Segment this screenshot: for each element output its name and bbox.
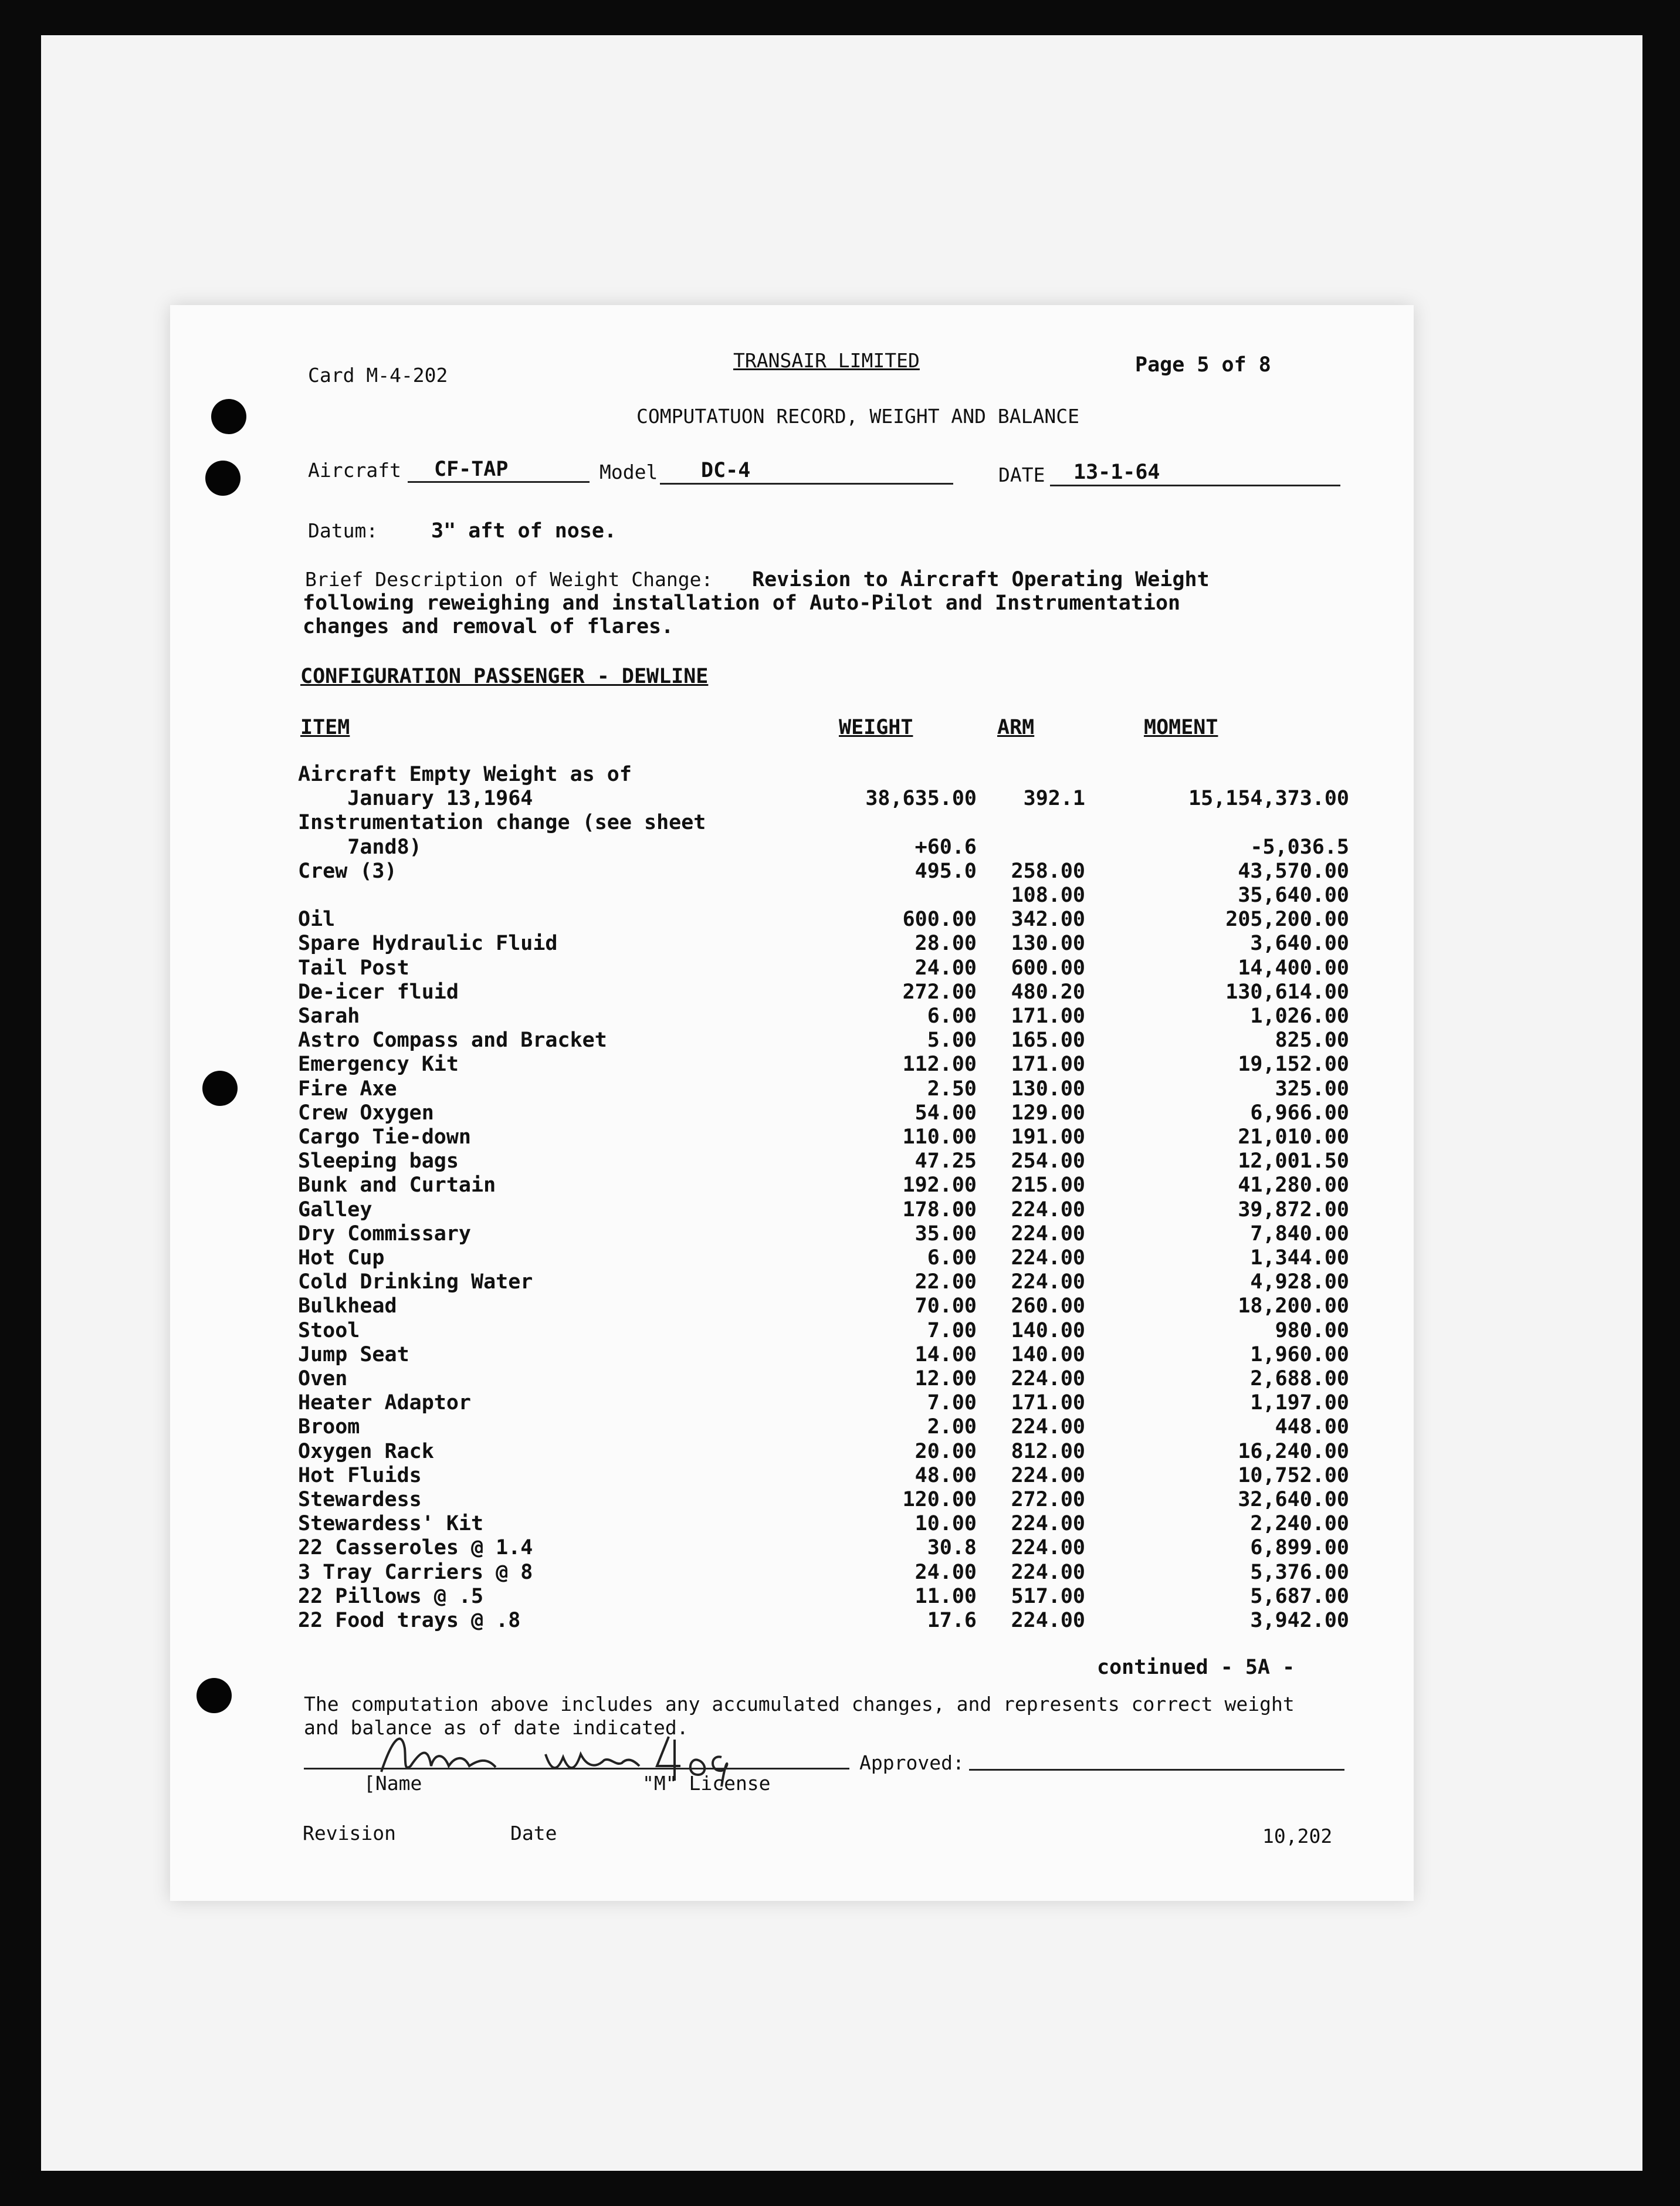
- table-cell-moment: 980.00: [1275, 1319, 1349, 1342]
- continued-note: continued - 5A -: [1097, 1656, 1295, 1679]
- table-cell-moment: 21,010.00: [1238, 1125, 1349, 1149]
- approved-line: [969, 1769, 1344, 1771]
- table-cell-arm: 224.00: [1011, 1222, 1085, 1246]
- table-cell-arm: 224.00: [1011, 1536, 1085, 1559]
- table-cell-arm: 224.00: [1011, 1198, 1085, 1222]
- model-label: Model: [599, 461, 658, 483]
- card-number: Card M-4-202: [308, 364, 448, 387]
- table-cell-moment: 32,640.00: [1238, 1488, 1349, 1511]
- table-cell-weight: 178.00: [902, 1198, 977, 1222]
- table-cell-moment: 10,752.00: [1238, 1464, 1349, 1487]
- table-cell-weight: 10.00: [914, 1512, 977, 1535]
- header-item: ITEM: [300, 716, 350, 739]
- table-cell-moment: 825.00: [1275, 1028, 1349, 1052]
- table-cell-weight: 120.00: [902, 1488, 977, 1511]
- table-cell-item: Instrumentation change (see sheet: [298, 811, 706, 834]
- datum-value: 3" aft of nose.: [431, 519, 617, 543]
- table-cell-moment: 1,026.00: [1250, 1004, 1349, 1028]
- table-cell-weight: 24.00: [914, 956, 977, 980]
- table-cell-moment: 35,640.00: [1238, 884, 1349, 907]
- license-label: "M" License: [642, 1772, 771, 1795]
- table-cell-weight: 7.00: [927, 1391, 977, 1415]
- model-underline: [660, 483, 953, 485]
- table-cell-arm: 224.00: [1011, 1512, 1085, 1535]
- table-cell-item: De-icer fluid: [298, 980, 459, 1004]
- table-cell-item: Dry Commissary: [298, 1222, 472, 1246]
- table-cell-weight: 20.00: [914, 1440, 977, 1463]
- binder-hole: [205, 461, 241, 496]
- table-cell-item: Fire Axe: [298, 1077, 397, 1101]
- configuration-heading: CONFIGURATION PASSENGER - DEWLINE: [300, 665, 709, 688]
- table-cell-moment: 19,152.00: [1238, 1053, 1349, 1076]
- table-cell-item: Hot Cup: [298, 1246, 385, 1270]
- aircraft-label: Aircraft: [308, 459, 401, 482]
- table-cell-arm: 171.00: [1011, 1391, 1085, 1415]
- header-moment: MOMENT: [1144, 716, 1218, 739]
- table-cell-moment: 18,200.00: [1238, 1294, 1349, 1318]
- table-cell-item: Oil: [298, 908, 336, 931]
- table-cell-moment: 15,154,373.00: [1188, 787, 1349, 810]
- table-cell-item: Cold Drinking Water: [298, 1270, 533, 1294]
- table-cell-weight: 38,635.00: [865, 787, 977, 810]
- table-cell-arm: 224.00: [1011, 1464, 1085, 1487]
- date-label: DATE: [998, 463, 1045, 486]
- table-cell-weight: 12.00: [914, 1367, 977, 1390]
- table-cell-arm: 254.00: [1011, 1149, 1085, 1173]
- table-cell-moment: 6,966.00: [1250, 1101, 1349, 1125]
- document-page: [170, 305, 1414, 1901]
- table-cell-weight: 2.00: [927, 1415, 977, 1439]
- statement-line-1: The computation above includes any accumulated changes, and represents correct weight: [304, 1693, 1295, 1716]
- table-cell-moment: 3,942.00: [1250, 1609, 1349, 1632]
- table-cell-item: Bulkhead: [298, 1294, 397, 1318]
- table-cell-arm: 260.00: [1011, 1294, 1085, 1318]
- table-cell-arm: 517.00: [1011, 1585, 1085, 1608]
- table-cell-item: Jump Seat: [298, 1343, 409, 1366]
- table-cell-arm: 165.00: [1011, 1028, 1085, 1052]
- table-cell-weight: 48.00: [914, 1464, 977, 1487]
- table-cell-moment: 205,200.00: [1225, 908, 1349, 931]
- table-cell-item: Stewardess' Kit: [298, 1512, 484, 1535]
- table-cell-weight: 6.00: [927, 1246, 977, 1270]
- table-cell-arm: 140.00: [1011, 1343, 1085, 1366]
- table-cell-weight: 192.00: [902, 1173, 977, 1197]
- table-cell-arm: 224.00: [1011, 1246, 1085, 1270]
- table-cell-item: Heater Adaptor: [298, 1391, 472, 1415]
- table-cell-weight: 2.50: [927, 1077, 977, 1101]
- table-cell-moment: 7,840.00: [1250, 1222, 1349, 1246]
- table-cell-arm: 130.00: [1011, 932, 1085, 955]
- table-cell-arm: 392.1: [1023, 787, 1085, 810]
- table-cell-arm: 342.00: [1011, 908, 1085, 931]
- table-cell-item: 22 Food trays @ .8: [298, 1609, 521, 1632]
- statement-line-2: and balance as of date indicated.: [304, 1716, 689, 1739]
- table-cell-moment: 3,640.00: [1250, 932, 1349, 955]
- table-cell-arm: 171.00: [1011, 1004, 1085, 1028]
- company-name: TRANSAIR LIMITED: [733, 349, 920, 372]
- model-value: DC-4: [701, 459, 751, 482]
- table-cell-moment: 6,899.00: [1250, 1536, 1349, 1559]
- table-cell-item: Crew Oxygen: [298, 1101, 434, 1125]
- table-cell-arm: 108.00: [1011, 884, 1085, 907]
- date-value: 13-1-64: [1073, 461, 1160, 484]
- table-cell-item: Aircraft Empty Weight as of: [298, 763, 632, 786]
- table-cell-item: Bunk and Curtain: [298, 1173, 496, 1197]
- table-cell-weight: 5.00: [927, 1028, 977, 1052]
- date-footer-label: Date: [510, 1822, 557, 1845]
- table-cell-arm: 272.00: [1011, 1488, 1085, 1511]
- table-cell-moment: 5,376.00: [1250, 1561, 1349, 1584]
- table-cell-arm: 224.00: [1011, 1415, 1085, 1439]
- table-cell-moment: 1,344.00: [1250, 1246, 1349, 1270]
- binder-hole: [211, 399, 246, 434]
- table-cell-weight: 11.00: [914, 1585, 977, 1608]
- table-cell-item: Astro Compass and Bracket: [298, 1028, 607, 1052]
- table-cell-item: Sarah: [298, 1004, 360, 1028]
- table-cell-weight: 7.00: [927, 1319, 977, 1342]
- table-cell-moment: 12,001.50: [1238, 1149, 1349, 1173]
- table-cell-arm: 130.00: [1011, 1077, 1085, 1101]
- table-cell-item: Oven: [298, 1367, 348, 1390]
- table-cell-moment: 16,240.00: [1238, 1440, 1349, 1463]
- table-cell-item: Stool: [298, 1319, 360, 1342]
- table-cell-item: 22 Casseroles @ 1.4: [298, 1536, 533, 1559]
- table-cell-item: 22 Pillows @ .5: [298, 1585, 484, 1608]
- header-weight: WEIGHT: [839, 716, 913, 739]
- table-cell-moment: 39,872.00: [1238, 1198, 1349, 1222]
- table-cell-weight: 22.00: [914, 1270, 977, 1294]
- date-underline: [1050, 485, 1340, 486]
- table-cell-item: 7and8): [298, 835, 422, 859]
- table-cell-item: Tail Post: [298, 956, 409, 980]
- table-cell-moment: 448.00: [1275, 1415, 1349, 1439]
- table-cell-weight: 70.00: [914, 1294, 977, 1318]
- table-cell-arm: 600.00: [1011, 956, 1085, 980]
- table-cell-weight: 495.0: [914, 860, 977, 883]
- table-cell-moment: 325.00: [1275, 1077, 1349, 1101]
- binder-hole: [197, 1678, 232, 1713]
- description-line-3: changes and removal of flares.: [303, 615, 674, 638]
- table-cell-weight: 112.00: [902, 1053, 977, 1076]
- table-cell-weight: 47.25: [914, 1149, 977, 1173]
- table-cell-weight: 17.6: [927, 1609, 977, 1632]
- table-cell-weight: 54.00: [914, 1101, 977, 1125]
- table-cell-arm: 224.00: [1011, 1270, 1085, 1294]
- table-cell-moment: -5,036.5: [1250, 835, 1349, 859]
- binder-hole: [202, 1071, 238, 1106]
- table-cell-weight: 6.00: [927, 1004, 977, 1028]
- table-cell-item: Stewardess: [298, 1488, 422, 1511]
- table-cell-moment: 1,197.00: [1250, 1391, 1349, 1415]
- table-cell-moment: 4,928.00: [1250, 1270, 1349, 1294]
- aircraft-underline: [408, 481, 590, 483]
- table-cell-item: January 13,1964: [298, 787, 533, 810]
- description-line-2: following reweighing and installation of Auto-Pilot and Instrumentation: [303, 591, 1181, 615]
- table-cell-arm: 215.00: [1011, 1173, 1085, 1197]
- table-cell-weight: +60.6: [914, 835, 977, 859]
- table-cell-moment: 2,688.00: [1250, 1367, 1349, 1390]
- table-cell-moment: 14,400.00: [1238, 956, 1349, 980]
- page-indicator: Page 5 of 8: [1135, 353, 1271, 377]
- table-cell-item: Sleeping bags: [298, 1149, 459, 1173]
- name-label: [Name: [364, 1772, 422, 1795]
- table-cell-weight: 110.00: [902, 1125, 977, 1149]
- aircraft-value: CF-TAP: [434, 458, 509, 481]
- header-arm: ARM: [997, 716, 1035, 739]
- table-cell-item: Crew (3): [298, 860, 397, 883]
- table-cell-item: Spare Hydraulic Fluid: [298, 932, 558, 955]
- table-cell-item: Emergency Kit: [298, 1053, 459, 1076]
- table-cell-arm: 224.00: [1011, 1561, 1085, 1584]
- table-cell-weight: 30.8: [927, 1536, 977, 1559]
- table-cell-item: Galley: [298, 1198, 372, 1222]
- table-cell-weight: 24.00: [914, 1561, 977, 1584]
- description-line-1: Revision to Aircraft Operating Weight: [752, 568, 1210, 591]
- table-cell-moment: 1,960.00: [1250, 1343, 1349, 1366]
- table-cell-arm: 140.00: [1011, 1319, 1085, 1342]
- table-cell-arm: 224.00: [1011, 1367, 1085, 1390]
- form-number: 10,202: [1262, 1825, 1333, 1848]
- table-cell-weight: 600.00: [902, 908, 977, 931]
- table-cell-arm: 191.00: [1011, 1125, 1085, 1149]
- table-cell-moment: 130,614.00: [1225, 980, 1349, 1004]
- table-cell-arm: 171.00: [1011, 1053, 1085, 1076]
- table-cell-weight: 14.00: [914, 1343, 977, 1366]
- table-cell-arm: 129.00: [1011, 1101, 1085, 1125]
- table-cell-arm: 812.00: [1011, 1440, 1085, 1463]
- table-cell-weight: 28.00: [914, 932, 977, 955]
- table-cell-item: Hot Fluids: [298, 1464, 422, 1487]
- table-cell-moment: 2,240.00: [1250, 1512, 1349, 1535]
- table-cell-item: Oxygen Rack: [298, 1440, 434, 1463]
- table-cell-moment: 41,280.00: [1238, 1173, 1349, 1197]
- table-cell-weight: 35.00: [914, 1222, 977, 1246]
- table-cell-arm: 224.00: [1011, 1609, 1085, 1632]
- table-cell-item: Cargo Tie-down: [298, 1125, 472, 1149]
- datum-label: Datum:: [308, 519, 378, 542]
- table-cell-arm: 258.00: [1011, 860, 1085, 883]
- table-cell-moment: 43,570.00: [1238, 860, 1349, 883]
- table-cell-item: Broom: [298, 1415, 360, 1439]
- form-title: COMPUTATUON RECORD, WEIGHT AND BALANCE: [636, 405, 1079, 428]
- table-cell-item: 3 Tray Carriers @ 8: [298, 1561, 533, 1584]
- revision-label: Revision: [303, 1822, 396, 1845]
- table-cell-arm: 480.20: [1011, 980, 1085, 1004]
- table-cell-moment: 5,687.00: [1250, 1585, 1349, 1608]
- approved-label: Approved:: [859, 1751, 964, 1774]
- table-cell-weight: 272.00: [902, 980, 977, 1004]
- description-label: Brief Description of Weight Change:: [305, 568, 713, 591]
